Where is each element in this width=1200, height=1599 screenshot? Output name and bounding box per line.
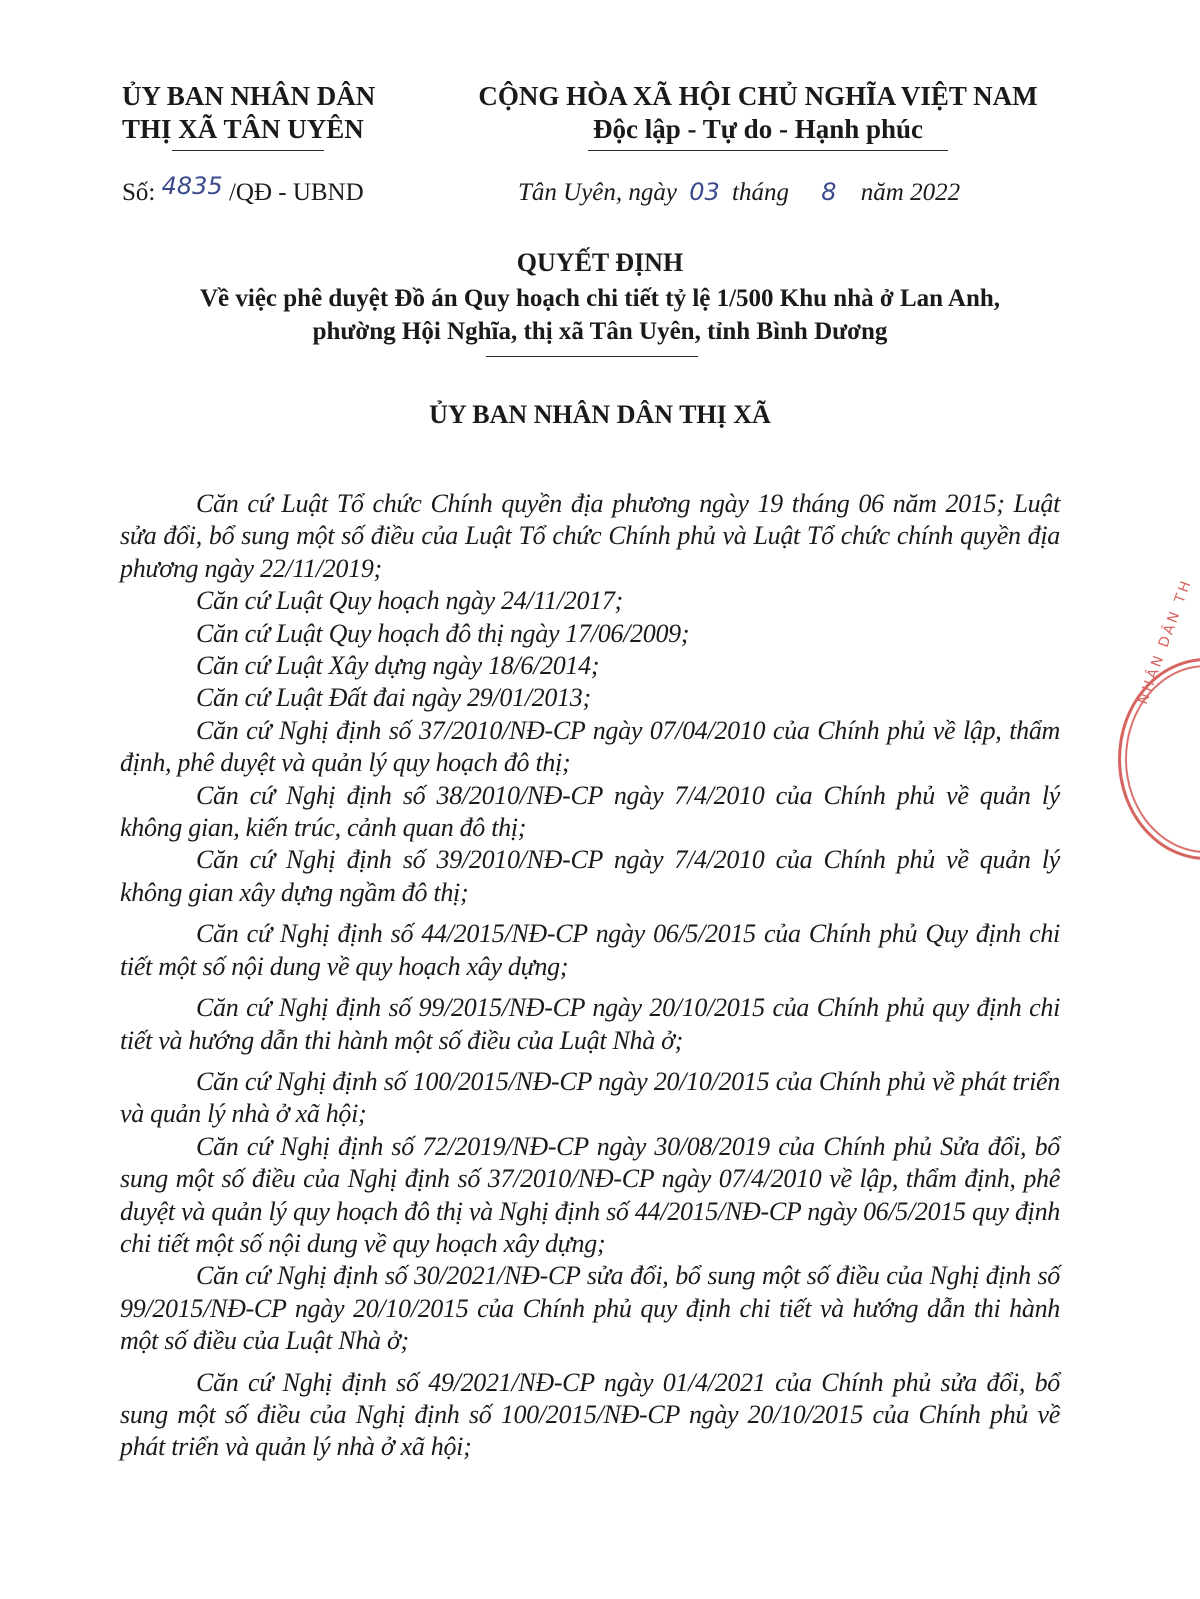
legal-basis-paragraph: Căn cứ Nghị định số 49/2021/NĐ-CP ngày 01/4/2021 của Chính phủ sửa đổi, bổ sung một số điều của Nghị định số 100/2015/NĐ-CP ngày 20/10/2015 của Chính phủ về phát triển và quản lý nhà ở xã hội; (120, 1367, 1060, 1462)
official-seal-icon (1118, 576, 1200, 860)
legal-basis-paragraph: Căn cứ Luật Quy hoạch đô thị ngày 17/06/2009; (196, 618, 690, 648)
motto: Độc lập - Tự do - Hạnh phúc (592, 114, 924, 144)
legal-basis-paragraph: Căn cứ Nghị định số 99/2015/NĐ-CP ngày 20/10/2015 của Chính phủ quy định chi tiết và hướng dẫn thi hành một số điều của Luật Nhà ở; (120, 993, 1060, 1055)
legal-basis-paragraph: Căn cứ Nghị định số 72/2019/NĐ-CP ngày 30/08/2019 của Chính phủ Sửa đổi, bổ sung một số điều của Nghị định số 37/2010/NĐ-CP ngày 07/4/2010 về lập, thẩm định, phê duyệt và quản lý quy hoạch đô thị và Nghị định số 44/2015/NĐ-CP ngày 06/5/2015 quy định chi tiết một số nội dung về quy hoạch xây dựng; (120, 1131, 1060, 1258)
authority-underline (172, 150, 324, 151)
legal-basis-paragraph: Căn cứ Luật Quy hoạch ngày 24/11/2017; (196, 586, 623, 616)
year-label: năm 2022 (860, 179, 961, 206)
legal-basis-paragraph: Căn cứ Nghị định số 37/2010/NĐ-CP ngày 07/04/2010 của Chính phủ về lập, thẩm định, phê duyệt và quản lý quy hoạch đô thị; (120, 715, 1060, 778)
issuing-authority (122, 80, 422, 146)
motto-underline (588, 150, 948, 151)
handwritten-day: 03 (689, 178, 720, 206)
legal-basis-paragraph: Căn cứ Luật Tổ chức Chính quyền địa phương ngày 19 tháng 06 năm 2015; Luật sửa đổi, bổ sung một số điều của Luật Tổ chức Chính phủ và Luật Tổ chức chính quyền địa phương ngày 22/11/2019; (120, 489, 1060, 583)
subject-line-1: Về việc phê duyệt Đồ án Quy hoạch chi tiết tỷ lệ 1/500 Khu nhà ở Lan Anh, (199, 285, 1001, 312)
number-prefix: Số: (122, 179, 156, 206)
authority-line-2: THỊ XÃ TÂN UYÊN (122, 114, 364, 144)
legal-basis-paragraph: Căn cứ Luật Xây dựng ngày 18/6/2014; (196, 651, 600, 681)
title-divider (486, 356, 698, 357)
country-name: CỘNG HÒA XÃ HỘI CHỦ NGHĨA VIỆT NAM (478, 81, 1038, 111)
seal-text: NHÂN DÂN TH (1135, 576, 1196, 707)
number-suffix: /QĐ - UBND (228, 179, 364, 206)
document-subject (100, 282, 1100, 348)
legal-basis-section (120, 488, 1060, 1464)
legal-basis-paragraph: Căn cứ Nghị định số 100/2015/NĐ-CP ngày 20/10/2015 của Chính phủ về phát triển và quản lý nhà ở xã hội; (120, 1066, 1060, 1129)
legal-basis-paragraph: Căn cứ Nghị định số 39/2010/NĐ-CP ngày 7/4/2010 của Chính phủ về quản lý không gian xây dựng ngầm đô thị; (120, 845, 1060, 907)
date-place: Tân Uyên, ngày (518, 179, 677, 206)
date-line (518, 178, 960, 207)
authority-line-1: ỦY BAN NHÂN DÂN (122, 81, 376, 111)
handwritten-number: 4835 (161, 172, 223, 200)
legal-basis-paragraph: Căn cứ Luật Đất đai ngày 29/01/2013; (196, 683, 591, 713)
handwritten-month: 8 (821, 178, 837, 206)
legal-basis-paragraph: Căn cứ Nghị định số 38/2010/NĐ-CP ngày 7/4/2010 của Chính phủ về quản lý không gian, kiến trúc, cảnh quan đô thị; (120, 780, 1060, 843)
document-type-heading: QUYẾT ĐỊNH (516, 248, 684, 277)
document-number (122, 172, 364, 207)
legal-basis-paragraph: Căn cứ Nghị định số 30/2021/NĐ-CP sửa đổi, bổ sung một số điều của Nghị định số 99/2015/NĐ-CP ngày 20/10/2015 của Chính phủ quy định chi tiết và hướng dẫn thi hành một số điều của Luật Nhà ở; (120, 1261, 1060, 1356)
national-motto (440, 80, 1076, 146)
legal-basis-paragraph: Căn cứ Nghị định số 44/2015/NĐ-CP ngày 06/5/2015 của Chính phủ Quy định chi tiết một số nội dung về quy hoạch xây dựng; (120, 919, 1060, 981)
subject-line-2: phường Hội Nghĩa, thị xã Tân Uyên, tỉnh Bình Dương (312, 318, 888, 345)
month-label: tháng (732, 179, 789, 206)
authority-heading: ỦY BAN NHÂN DÂN THỊ XÃ (429, 400, 771, 429)
